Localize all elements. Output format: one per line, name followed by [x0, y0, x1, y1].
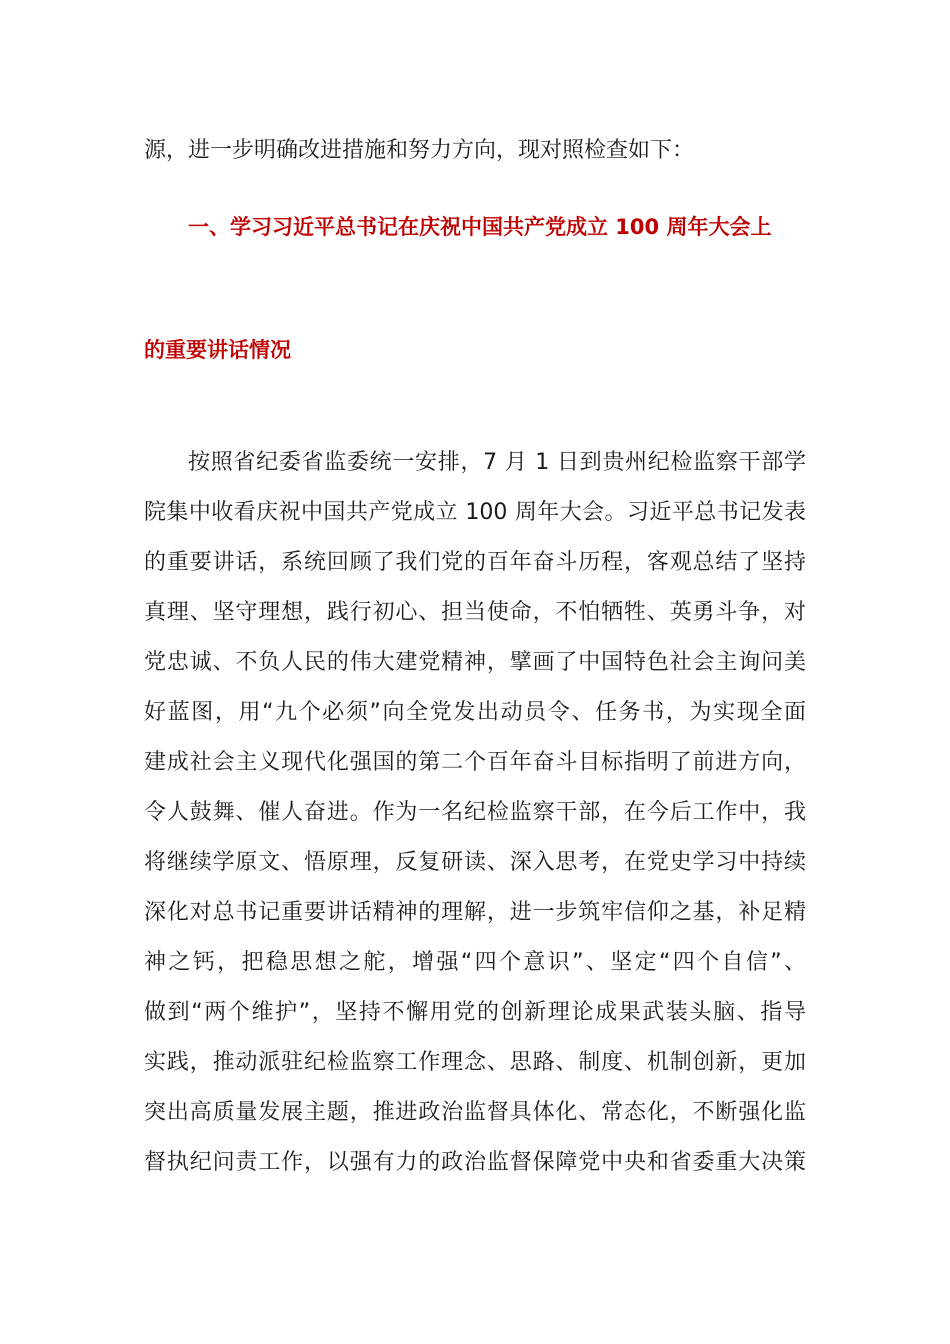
section-heading-line-2: 的重要讲话情况	[144, 338, 291, 362]
paragraph-line: 建成社会主义现代化强国的第二个百年奋斗目标指明了前进方向，	[144, 750, 806, 775]
paragraph-line: 深化对总书记重要讲话精神的理解，进一步筑牢信仰之基，补足精	[144, 900, 806, 925]
intro-line: 源，进一步明确改进措施和努力方向，现对照检查如下：	[144, 138, 695, 163]
paragraph-line: 按照省纪委省监委统一安排，7 月 1 日到贵州纪检监察干部学	[188, 450, 806, 475]
paragraph-line: 神之钙，把稳思想之舵，增强“四个意识”、坚定“四个自信”、	[144, 950, 806, 975]
paragraph-line: 突出高质量发展主题，推进政治监督具体化、常态化，不断强化监	[144, 1100, 806, 1125]
paragraph-line: 督执纪问责工作，以强有力的政治监督保障党中央和省委重大决策	[144, 1150, 806, 1175]
paragraph-line: 真理、坚守理想，践行初心、担当使命，不怕牺牲、英勇斗争，对	[144, 600, 806, 625]
paragraph-line: 令人鼓舞、催人奋进。作为一名纪检监察干部，在今后工作中，我	[144, 800, 806, 825]
section-heading-line-1: 一、学习习近平总书记在庆祝中国共产党成立 100 周年大会上	[188, 215, 772, 239]
paragraph-line: 党忠诚、不负人民的伟大建党精神，擘画了中国特色社会主询问美	[144, 650, 806, 675]
paragraph-line: 实践，推动派驻纪检监察工作理念、思路、制度、机制创新，更加	[144, 1050, 806, 1075]
paragraph-line: 将继续学原文、悟原理，反复研读、深入思考，在党史学习中持续	[144, 850, 806, 875]
paragraph-line: 院集中收看庆祝中国共产党成立 100 周年大会。习近平总书记发表	[144, 500, 806, 525]
paragraph-line: 做到“两个维护”，坚持不懈用党的创新理论成果武装头脑、指导	[144, 1000, 806, 1025]
paragraph-line: 好蓝图，用“九个必须”向全党发出动员令、任务书，为实现全面	[144, 700, 806, 725]
paragraph-line: 的重要讲话，系统回顾了我们党的百年奋斗历程，客观总结了坚持	[144, 550, 806, 575]
